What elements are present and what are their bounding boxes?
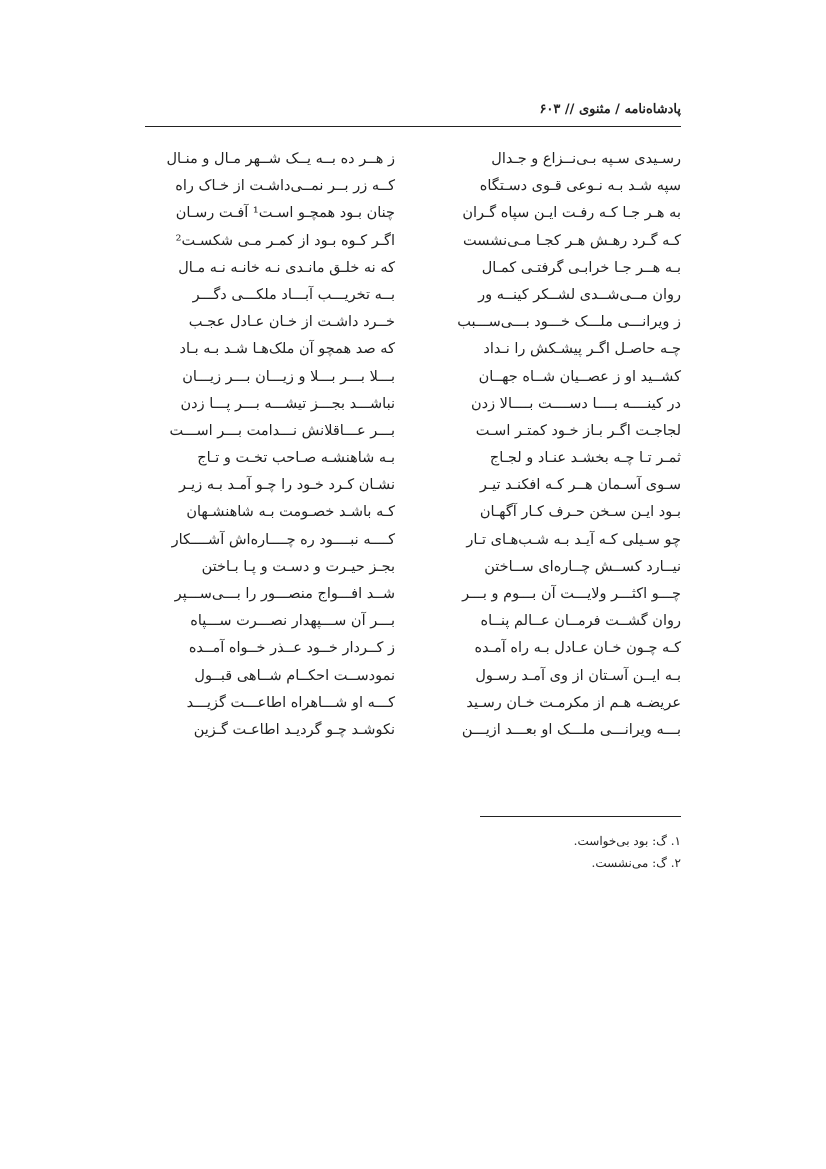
verse-line: بجـز حیـرت و دسـت و پـا بـاختن: [201, 558, 395, 575]
left-column: [145, 146, 395, 744]
verse-line: چـــو اکثـــر ولایـــت آن بـــوم و بـــر: [462, 586, 681, 602]
verse-line: عریضـه هـم از مکرمـت خـان رسـید: [466, 694, 681, 711]
verse-line: سـوی آسـمان هــر کـه افکنـد تیـر: [479, 477, 681, 494]
footnote: ۲. گ: می‌نشست.: [591, 856, 681, 870]
verse-line: ز ویرانـــی ملـــک خـــود بـــی‌ســـبب: [457, 314, 681, 331]
verse-line: نمودســت احکــام شــاهی قبــول: [194, 667, 395, 684]
right-column: [431, 146, 681, 744]
verse-line: اگـر کـوه بـود از کمـر مـی شکسـت²: [175, 232, 395, 249]
verse-line: روان گشــت فرمــان عــالم پنــاه: [480, 613, 681, 630]
verse-line: خــرد داشـت از خـان عـادل عجـب: [188, 314, 395, 331]
verse-line: که نه خلـق مانـدی نـه خانـه نـه مـال: [178, 259, 395, 276]
verse-line: به هـر جـا کـه رفـت ایـن سپاه گـران: [462, 205, 681, 222]
verse-line: ثمـر تـا چـه بخشـد عنـاد و لجـاج: [489, 450, 681, 467]
verse-line: کـــه او شـــاهراه اطاعـــت گزیـــد: [186, 694, 395, 711]
footnote-divider: [480, 816, 681, 817]
verse-line: چنان بـود همچـو اسـت¹ آفـت رسـان: [175, 205, 395, 222]
verse-line: شــد افـــواج منصـــور را بـــی‌ســـپر: [174, 586, 395, 602]
verse-line: نشـان کـرد خـود را چـو آمـد بـه زیـر: [178, 477, 395, 494]
verse-line: نباشـــد بجـــز تیشـــه بـــر پـــا زدن: [180, 395, 395, 412]
footnotes: [400, 830, 681, 874]
verse-line: کـه باشـد خصـومت بـه شاهنشـهان: [186, 504, 395, 521]
verse-line: بـه هــر جـا خرابـی گرفتـی کمـال: [481, 259, 681, 276]
verse-line: سپه شـد بـه نـوعی قـوی دسـتگاه: [479, 178, 681, 195]
verse-line: بــه تخریـــب آبـــاد ملکـــی دگـــر: [192, 286, 395, 303]
verse-line: کـه چـون خـان عـادل بـه راه آمـده: [474, 640, 681, 657]
verse-line: کــه زر بــر نمــی‌داشـت از خـاک راه: [175, 178, 395, 195]
footnote: ۱. گ: بود بی‌خواست.: [573, 834, 681, 848]
verse-line: چـه حاصـل اگـر پیشـکش را نـداد: [483, 341, 681, 358]
verse-line: در کینــــه بــــا دســــت بــــالا زدن: [470, 395, 681, 412]
verse-line: که صد همچو آن ملک‌هـا شـد بـه بـاد: [179, 341, 395, 358]
verse-line: بـــه ویرانـــی ملـــک او بعـــد ازیـــن: [461, 721, 681, 738]
verse-line: چو سـیلی کـه آیـد بـه شـب‌هـای تـار: [466, 531, 681, 548]
verse-line: بـود ایـن سـخن حـرف کـار آگهـان: [479, 504, 681, 521]
verse-line: بـــر آن ســـپهدار نصـــرت ســـپاه: [190, 613, 395, 630]
verse-line: نکوشـد چـو گردیـد اطاعـت گـزین: [193, 721, 395, 738]
verse-line: ز کــردار خــود عــذر خــواه آمــده: [188, 640, 395, 657]
page-header: [145, 98, 681, 127]
verse-line: بـه شاهنشـه صـاحب تخـت و تـاج: [197, 450, 395, 467]
verse-line: کشــید او ز عصــیان شــاه جهــان: [478, 368, 681, 385]
verse-line: ز هــر ده بــه یــک شــهر مـال و منـال: [166, 151, 395, 167]
verse-line: لجاجـت اگـر بـاز خـود کمتـر اسـت: [475, 422, 681, 439]
verse-line: کــــه نبــــود ره چــــاره‌اش آشــــکار: [171, 531, 395, 548]
verse-line: رسـیدی سـپه بـی‌نــزاع و جـدال: [491, 151, 681, 167]
verse-line: روان مــی‌شــدی لشــکر کینــه ور: [478, 286, 681, 303]
verse-line: کـه گـرد رهـش هـر کجـا مـی‌نشست: [462, 232, 681, 249]
verse-line: بـــر عـــاقلانش نـــدامت بـــر اســـت: [169, 422, 395, 439]
verse-line: نیــارد کســش چــاره‌ای ســاختن: [484, 558, 681, 575]
verse-line: بـــلا بـــر بـــلا و زیـــان بـــر زیـــان: [182, 368, 395, 385]
verse-line: بـه ایــن آسـتان از وی آمـد رسـول: [475, 667, 681, 684]
running-title: پادشاه‌نامه / مثنوی // ۶۰۳: [539, 102, 681, 117]
